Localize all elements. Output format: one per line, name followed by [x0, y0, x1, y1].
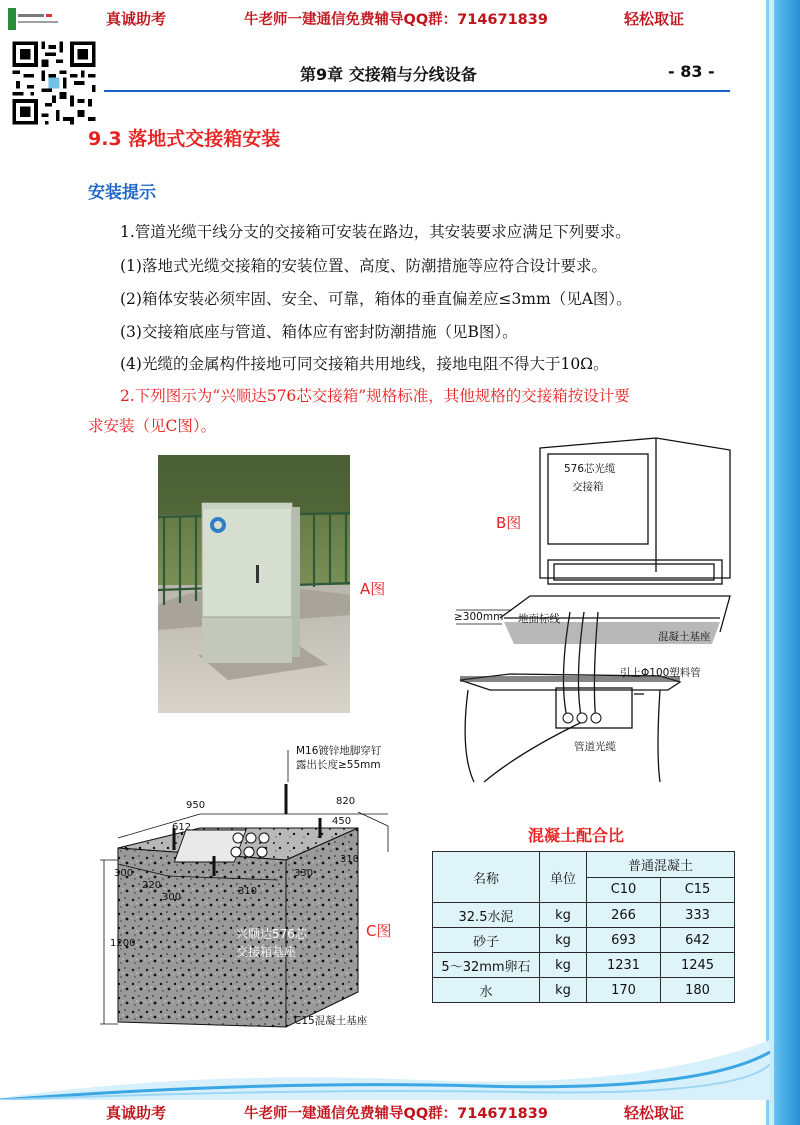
fig-c-bolt-line2: 露出长度≥55mm — [296, 759, 381, 771]
fig-c-dim-820: 820 — [336, 796, 356, 807]
fig-c-bolt-line1: M16镀锌地脚穿钉 — [296, 745, 382, 757]
bottom-banner-middle-text: 牛老师一建通信免费辅导QQ群：714671839 — [244, 1106, 548, 1122]
mix-cell-name: 32.5水泥 — [433, 903, 540, 928]
sub-title: 安装提示 — [88, 183, 156, 203]
chapter-title: 第9章 交接箱与分线设备 — [300, 65, 477, 84]
fig-b-concrete: 混凝土基座 — [658, 631, 711, 643]
mix-cell-c10: 1231 — [587, 953, 661, 978]
fig-c-dim-310a: 310 — [340, 854, 360, 865]
banner-right-text: 轻松取证 — [624, 10, 685, 28]
paragraph-2: (1)落地式光缆交接箱的安装位置、高度、防潮措施等应符合设计要求。 — [120, 257, 607, 275]
paragraph-3: (2)箱体安装必须牢固、安全、可靠，箱体的垂直偏差应≤3mm（见A图）。 — [120, 290, 632, 308]
mix-cell-c15: 180 — [661, 978, 735, 1003]
fig-c-dim-330: 330 — [294, 868, 314, 879]
right-decor-stripe-inner — [769, 0, 774, 1125]
top-banner — [0, 0, 766, 36]
header-rule — [104, 90, 730, 92]
mix-cell-c10: 170 — [587, 978, 661, 1003]
table-row — [433, 978, 735, 1003]
bottom-wave-decor — [0, 1040, 770, 1100]
figure-a-label: A图 — [360, 580, 386, 598]
fig-c-dim-310b: 310 — [238, 886, 258, 897]
table-row — [433, 953, 735, 978]
figure-b-diagram — [430, 432, 740, 792]
mix-cell-unit: kg — [540, 903, 587, 928]
publisher-logo-icon — [8, 6, 78, 34]
mix-header-c10: C10 — [587, 877, 661, 903]
bottom-banner — [0, 1098, 766, 1125]
fig-c-dim-300b: 300 — [162, 892, 182, 903]
bottom-banner-left-text: 真诚助考 — [106, 1104, 167, 1122]
fig-c-dim-1200: 1200 — [110, 938, 136, 949]
fig-c-footer: C15混凝土基座 — [294, 1015, 368, 1027]
paragraph-6b: 求安装（见C图）。 — [88, 417, 217, 435]
fig-c-dim-950: 950 — [186, 800, 206, 811]
fig-b-box-line1: 576芯光缆 — [564, 463, 616, 475]
figure-a-photo — [158, 455, 350, 713]
fig-b-height: ≥300mm — [454, 611, 504, 623]
mix-table-title: 混凝土配合比 — [528, 826, 625, 845]
paragraph-1: 1.管道光缆干线分支的交接箱可安装在路边，其安装要求应满足下列要求。 — [120, 223, 631, 241]
bottom-banner-right-text: 轻松取证 — [624, 1104, 685, 1122]
mix-cell-name: 水 — [433, 978, 540, 1003]
mix-cell-c15: 642 — [661, 928, 735, 953]
table-row — [433, 903, 735, 928]
mix-cell-c10: 266 — [587, 903, 661, 928]
mix-cell-c15: 1245 — [661, 953, 735, 978]
figure-b-label: B图 — [496, 514, 522, 532]
mix-cell-unit: kg — [540, 953, 587, 978]
fig-c-block-line2: 交接箱基座 — [236, 945, 297, 959]
fig-b-cable: 管道光缆 — [574, 741, 616, 753]
fig-c-dim-300a: 300 — [114, 868, 134, 879]
mix-cell-unit: kg — [540, 978, 587, 1003]
mix-cell-c15: 333 — [661, 903, 735, 928]
page-number: - 83 - — [668, 62, 715, 81]
fig-b-ground-line: 地面标线 — [518, 613, 560, 625]
figure-c-label: C图 — [366, 922, 392, 940]
fig-c-block-line1: 兴顺达576芯 — [236, 927, 307, 941]
mix-cell-name: 5～32mm卵石 — [433, 953, 540, 978]
section-title: 9.3 落地式交接箱安装 — [88, 128, 281, 150]
mix-table — [432, 851, 735, 1003]
fig-c-dim-612: 612 — [172, 822, 192, 833]
mix-cell-c10: 693 — [587, 928, 661, 953]
mix-header-c15: C15 — [661, 877, 735, 903]
fig-c-dim-220: 220 — [142, 880, 162, 891]
fig-c-dim-450: 450 — [332, 816, 352, 827]
fig-b-box-line2: 交接箱 — [572, 481, 604, 493]
mix-header-unit: 单位 — [540, 852, 587, 903]
table-row — [433, 928, 735, 953]
mix-cell-unit: kg — [540, 928, 587, 953]
figure-c-diagram — [88, 742, 418, 1042]
paragraph-4: (3)交接箱底座与管道、箱体应有密封防潮措施（见B图）。 — [120, 323, 518, 341]
banner-left-text: 真诚助考 — [106, 10, 167, 28]
paragraph-5: (4)光缆的金属构件接地可同交接箱共用地线，接地电阻不得大于10Ω。 — [120, 355, 609, 373]
fig-b-pipe: 引上Φ100塑料管 — [620, 667, 701, 679]
mix-header-group: 普通混凝土 — [587, 852, 735, 878]
qr-code-icon — [8, 38, 100, 128]
paragraph-6a: 2.下列图示为“兴顺达576芯交接箱”规格标准，其他规格的交接箱按设计要 — [120, 387, 630, 405]
mix-header-name: 名称 — [433, 852, 540, 903]
banner-middle-text: 牛老师一建通信免费辅导QQ群：714671839 — [244, 12, 548, 28]
mix-cell-name: 砂子 — [433, 928, 540, 953]
